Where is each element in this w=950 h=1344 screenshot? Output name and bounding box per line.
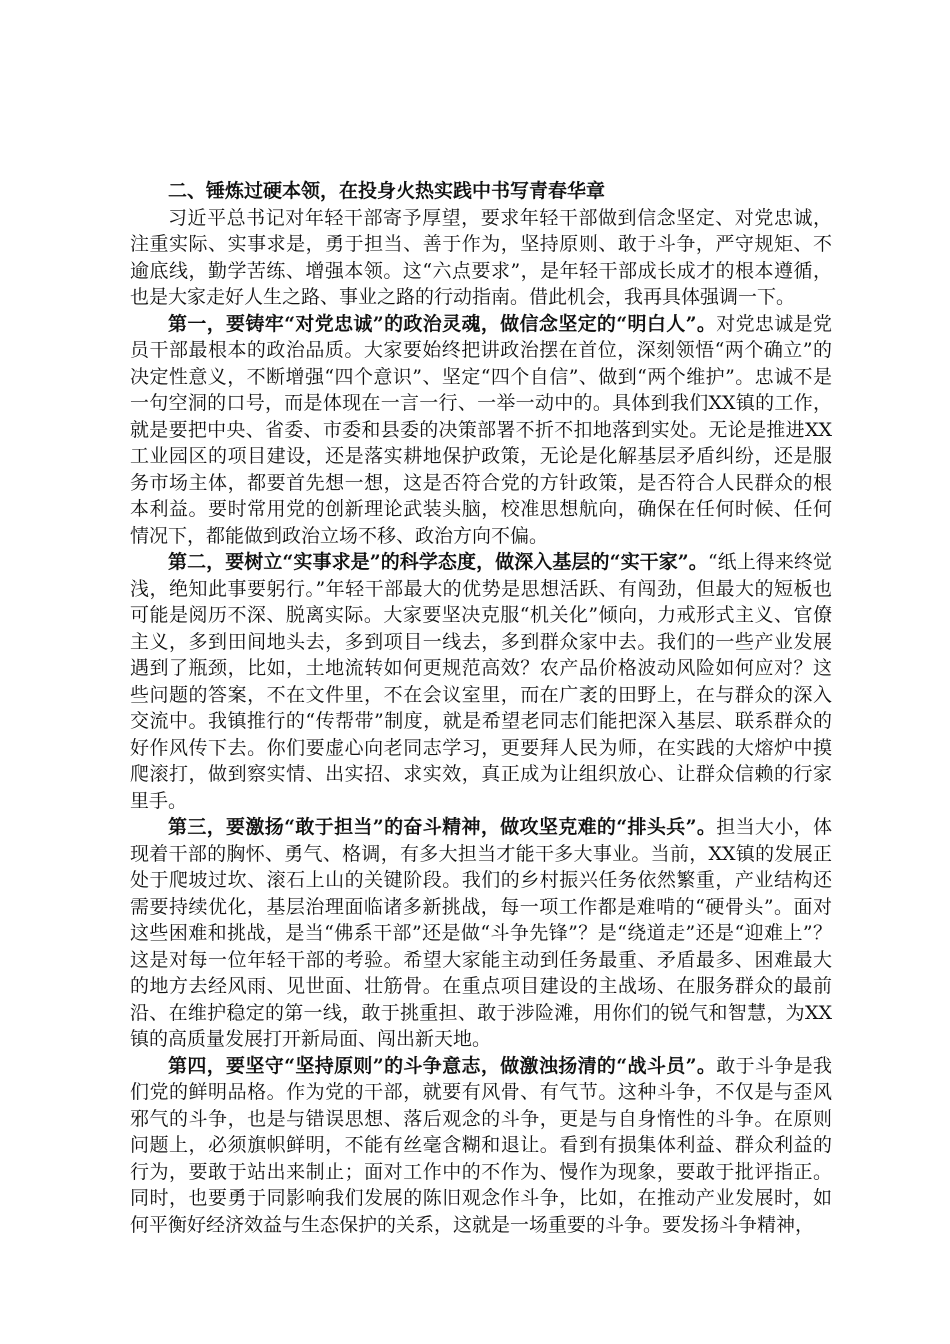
paragraph-1-lead: 第一，要铸牢“对党忠诚”的政治灵魂，做信念坚定的“明白人”。 [168, 312, 717, 335]
paragraph-1 [130, 311, 832, 550]
section-heading: 二、锤炼过硬本领，在投身火热实践中书写青春华章 [168, 180, 606, 202]
paragraph-2-lead: 第二，要树立“实事求是”的科学态度，做深入基层的“实干家”。 [168, 551, 708, 573]
paragraph-4 [130, 1053, 832, 1239]
paragraph-3 [130, 814, 832, 1053]
document-body [130, 178, 832, 1238]
paragraph-4-lead: 第四，要坚守“坚持原则”的斗争意志，做激浊扬清的“战斗员”。 [168, 1054, 717, 1077]
paragraph-3-body: 担当大小，体现着干部的胸怀、勇气、格调，有多大担当才能干多大事业。当前，XX镇的发展正处于爬坡过坎、滚石上山的关键阶段。我们的乡村振兴任务依然繁重，产业结构还需要持续优化，基层治理面临诸多新挑战，每一项工作都是难啃的“硬骨头”。面对这些困难和挑战，是当“佛系干部”还是做“斗争先锋”？是“绕道走”还是“迎难上”？这是对每一位年轻干部的考验。希望大家能主动到任务最重、矛盾最多、困难最大的地方去经风雨、见世面、壮筋骨。在重点项目建设的主战场、在服务群众的最前沿、在维护稳定的第一线，敢于挑重担、敢于涉险滩，用你们的锐气和智慧，为XX镇的高质量发展打开新局面、闯出新天地。 [130, 816, 832, 1050]
paragraph-2-body: “纸上得来终觉浅，绝知此事要躬行。”年轻干部最大的优势是思想活跃、有闯劲，但最大的短板也可能是阅历不深、脱离实际。大家要坚决克服“机关化”倾向，力戒形式主义、官僚主义，多到田间地头去，多到项目一线去，多到群众家中去。我们的一些产业发展遇到了瓶颈，比如，土地流转如何更规范高效？农产品价格波动风险如何应对？这些问题的答案，不在文件里，不在会议室里，而在广袤的田野上，在与群众的深入交流中。我镇推行的“传帮带”制度，就是希望老同志们能把深入基层、联系群众的好作风传下去。你们要虚心向老同志学习，更要拜人民为师，在实践的大熔炉中摸爬滚打，做到察实情、出实招、求实效，真正成为让组织放心、让群众信赖的行家里手。 [130, 551, 833, 812]
intro-paragraph: 习近平总书记对年轻干部寄予厚望，要求年轻干部做到信念坚定、对党忠诚，注重实际、实事求是，勇于担当、善于作为，坚持原则、敢于斗争，严守规矩、不逾底线，勤学苦练、增强本领。这“六点要求”，是年轻干部成长成才的根本遵循，也是大家走好人生之路、事业之路的行动指南。借此机会，我再具体强调一下。 [130, 206, 832, 308]
paragraph-1-body: 对党忠诚是党员干部最根本的政治品质。大家要始终把讲政治摆在首位，深刻领悟“两个确立”的决定性意义，不断增强“四个意识”、坚定“四个自信”、做到“两个维护”。忠诚不是一句空洞的口号，而是体现在一言一行、一举一动中的。具体到我们XX镇的工作，就是要把中央、省委、市委和县委的决策部署不折不扣地落到实处。无论是推进XX工业园区的项目建设，还是落实耕地保护政策，无论是化解基层矛盾纠纷，还是服务市场主体，都要首先想一想，这是否符合党的方针政策，是否符合人民群众的根本利益。要时常用党的创新理论武装头脑，校准思想航向，确保在任何时候、任何情况下，都能做到政治立场不移、政治方向不偏。 [130, 312, 832, 547]
paragraph-2 [130, 549, 832, 814]
paragraph-3-lead: 第三，要激扬“敢于担当”的奋斗精神，做攻坚克难的“排头兵”。 [168, 816, 717, 838]
paragraph-4-body: 敢于斗争是我们党的鲜明品格。作为党的干部，就要有风骨、有气节。这种斗争，不仅是与歪风邪气的斗争，也是与错误思想、落后观念的斗争，更是与自身惰性的斗争。在原则问题上，必须旗帜鲜明，不能有丝毫含糊和退让。看到有损集体利益、群众利益的行为，要敢于站出来制止；面对工作中的不作为、慢作为现象，要敢于批评指正。同时，也要勇于同影响我们发展的陈旧观念作斗争，比如，在推动产业发展时，如何平衡好经济效益与生态保护的关系，这就是一场重要的斗争。要发扬斗争精神， [130, 1054, 832, 1236]
